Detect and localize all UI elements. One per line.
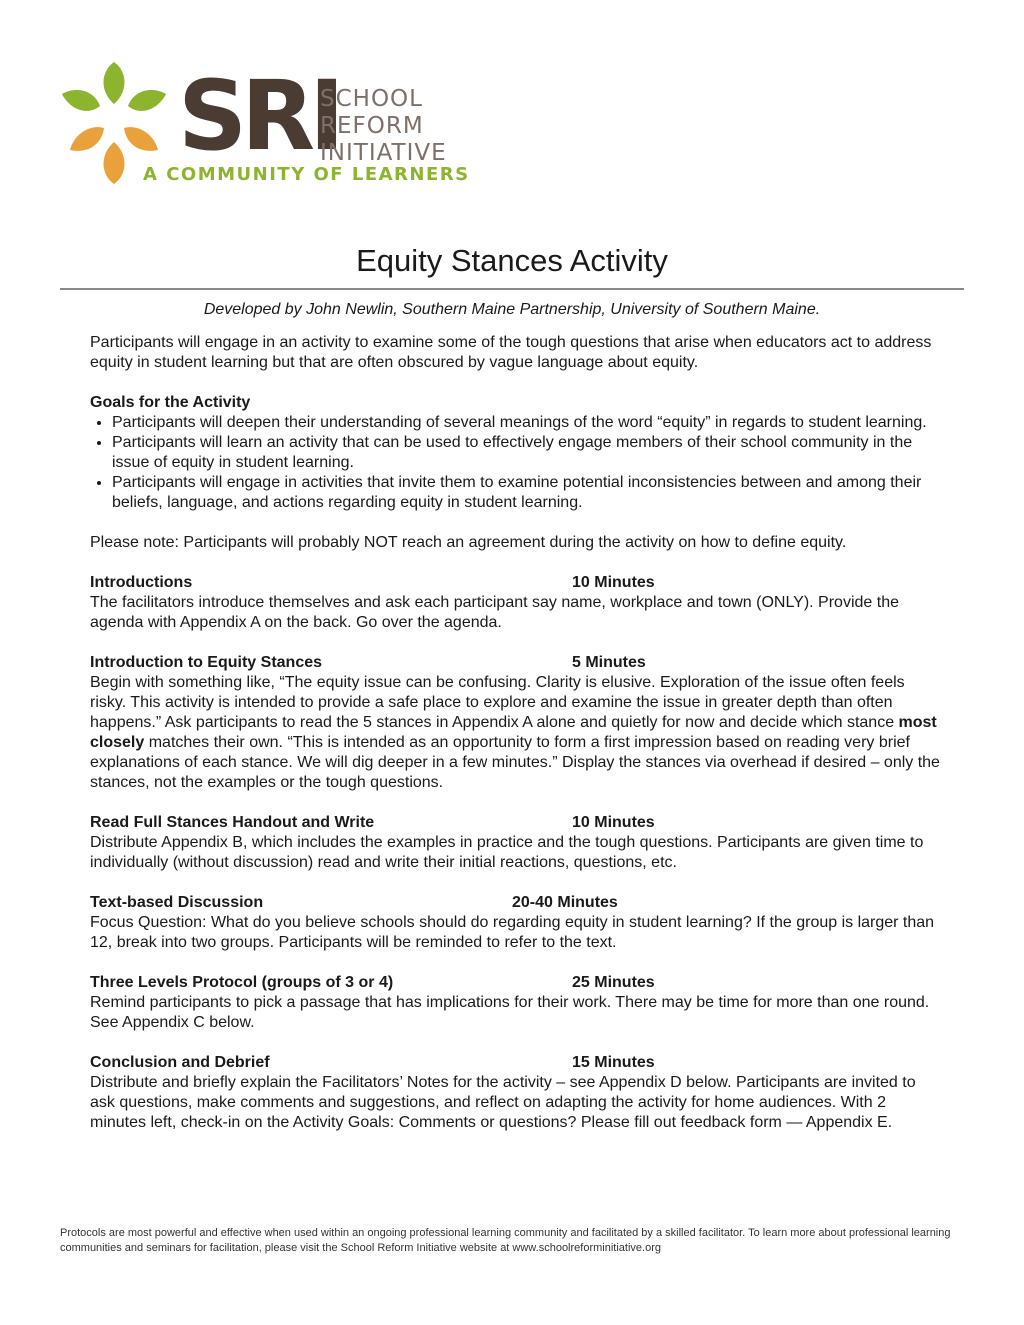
- section-time: 10 Minutes: [572, 814, 655, 831]
- title-divider: [60, 288, 964, 290]
- section-body-emphasis: most closely: [90, 714, 937, 751]
- section-time: 5 Minutes: [572, 654, 646, 671]
- section-body-text: matches their own. “This is intended as an opportunity to form a first impression based on reading very brief explanations of each stance. We will dig deeper in a few minutes.” Display the stances via overhead if desired – only the stances, not the examples or the tough questions.: [90, 734, 940, 791]
- intro-paragraph: Participants will engage in an activity to examine some of the tough questions that arise when educators act to address equity in student learning but that are often obscured by vague language about equity.: [90, 334, 932, 371]
- section-heading: [90, 893, 940, 913]
- section-title: Introductions: [90, 574, 193, 591]
- logo-organization-name: [320, 86, 447, 167]
- section-title: Three Levels Protocol (groups of 3 or 4): [90, 974, 394, 991]
- section-heading: [90, 1053, 940, 1073]
- section-body-text: Begin with something like, “The equity issue can be confusing. Clarity is elusive. Exploration of the issue often feels risky. This activity is intended to provide a safe place to explore and examine the issue in greater depth than often happens.” Ask participants to read the 5 stances in Appendix A alone and quietly for now and decide which stance: [90, 674, 905, 731]
- section-title: Introduction to Equity Stances: [90, 654, 323, 671]
- section-time: 25 Minutes: [572, 974, 655, 991]
- logo-word-school: SCHOOL: [320, 86, 423, 112]
- logo-tagline: A COMMUNITY OF LEARNERS: [143, 164, 470, 185]
- goal-item: • Participants will deepen their understanding of several meanings of the word “equity” in regards to student learning.: [112, 413, 940, 433]
- goals-heading: [90, 393, 940, 413]
- logo-word-initiative: INITIATIVE: [320, 140, 447, 166]
- section-body: Distribute Appendix B, which includes the examples in practice and the tough questions. Participants are given time to individually (without discussion) read and write their initial reactions, questions, etc.: [90, 834, 924, 871]
- section-time: 15 Minutes: [572, 1054, 655, 1071]
- page-footer: Protocols are most powerful and effective when used within an ongoing professional learning community and facilitated by a skilled facilitator. To learn more about professional learning communities and seminars for facilitation, please visit the School Reform Initiative website at www.schoolreforminitiative.org: [60, 1227, 951, 1254]
- section-title: Conclusion and Debrief: [90, 1054, 270, 1071]
- section-body: Remind participants to pick a passage that has implications for their work. There may be time for more than one round. See Appendix C below.: [90, 994, 930, 1031]
- document-body: [90, 333, 940, 1133]
- section-heading: [90, 973, 940, 993]
- goals-list: [90, 413, 940, 513]
- goal-item: • Participants will learn an activity that can be used to effectively engage members of their school community in the issue of equity in student learning.: [112, 433, 940, 473]
- section-body: Focus Question: What do you believe schools should do regarding equity in student learning? If the group is larger than 12, break into two groups. Participants will be reminded to refer to the text.: [90, 914, 935, 951]
- logo-sri-letters: SRI: [178, 60, 339, 172]
- section-title: Text-based Discussion: [90, 894, 264, 911]
- goals-heading-label: Goals for the Activity: [90, 394, 251, 411]
- goal-item: • Participants will engage in activities that invite them to examine potential inconsistencies between and among their beliefs, language, and actions regarding equity in student learning.: [112, 473, 940, 513]
- section-time: 10 Minutes: [572, 574, 655, 591]
- logo-word-reform: REFORM: [320, 113, 424, 139]
- section-body: Distribute and briefly explain the Facilitators’ Notes for the activity – see Appendix D below. Participants are invited to ask questions, make comments and suggestions, and reflect on adapting the activity for home audiences. With 2 minutes left, check-in on the Activity Goals: Comments or questions? Please fill out feedback form — Appendix E.: [90, 1074, 916, 1131]
- sri-logo: [58, 58, 478, 193]
- section-title: Read Full Stances Handout and Write: [90, 814, 375, 831]
- section-heading: [90, 653, 940, 673]
- section-heading: [90, 813, 940, 833]
- section-time: 20-40 Minutes: [512, 894, 618, 911]
- section-body: The facilitators introduce themselves and ask each participant say name, workplace and town (ONLY). Provide the agenda with Appendix A on the back. Go over the agenda.: [90, 594, 899, 631]
- document-title: Equity Stances Activity: [356, 243, 668, 278]
- note-paragraph: Please note: Participants will probably NOT reach an agreement during the activity on how to define equity.: [90, 534, 847, 551]
- section-heading: [90, 573, 940, 593]
- section-body: [90, 673, 940, 793]
- author-byline: Developed by John Newlin, Southern Maine Partnership, University of Southern Maine.: [203, 301, 821, 318]
